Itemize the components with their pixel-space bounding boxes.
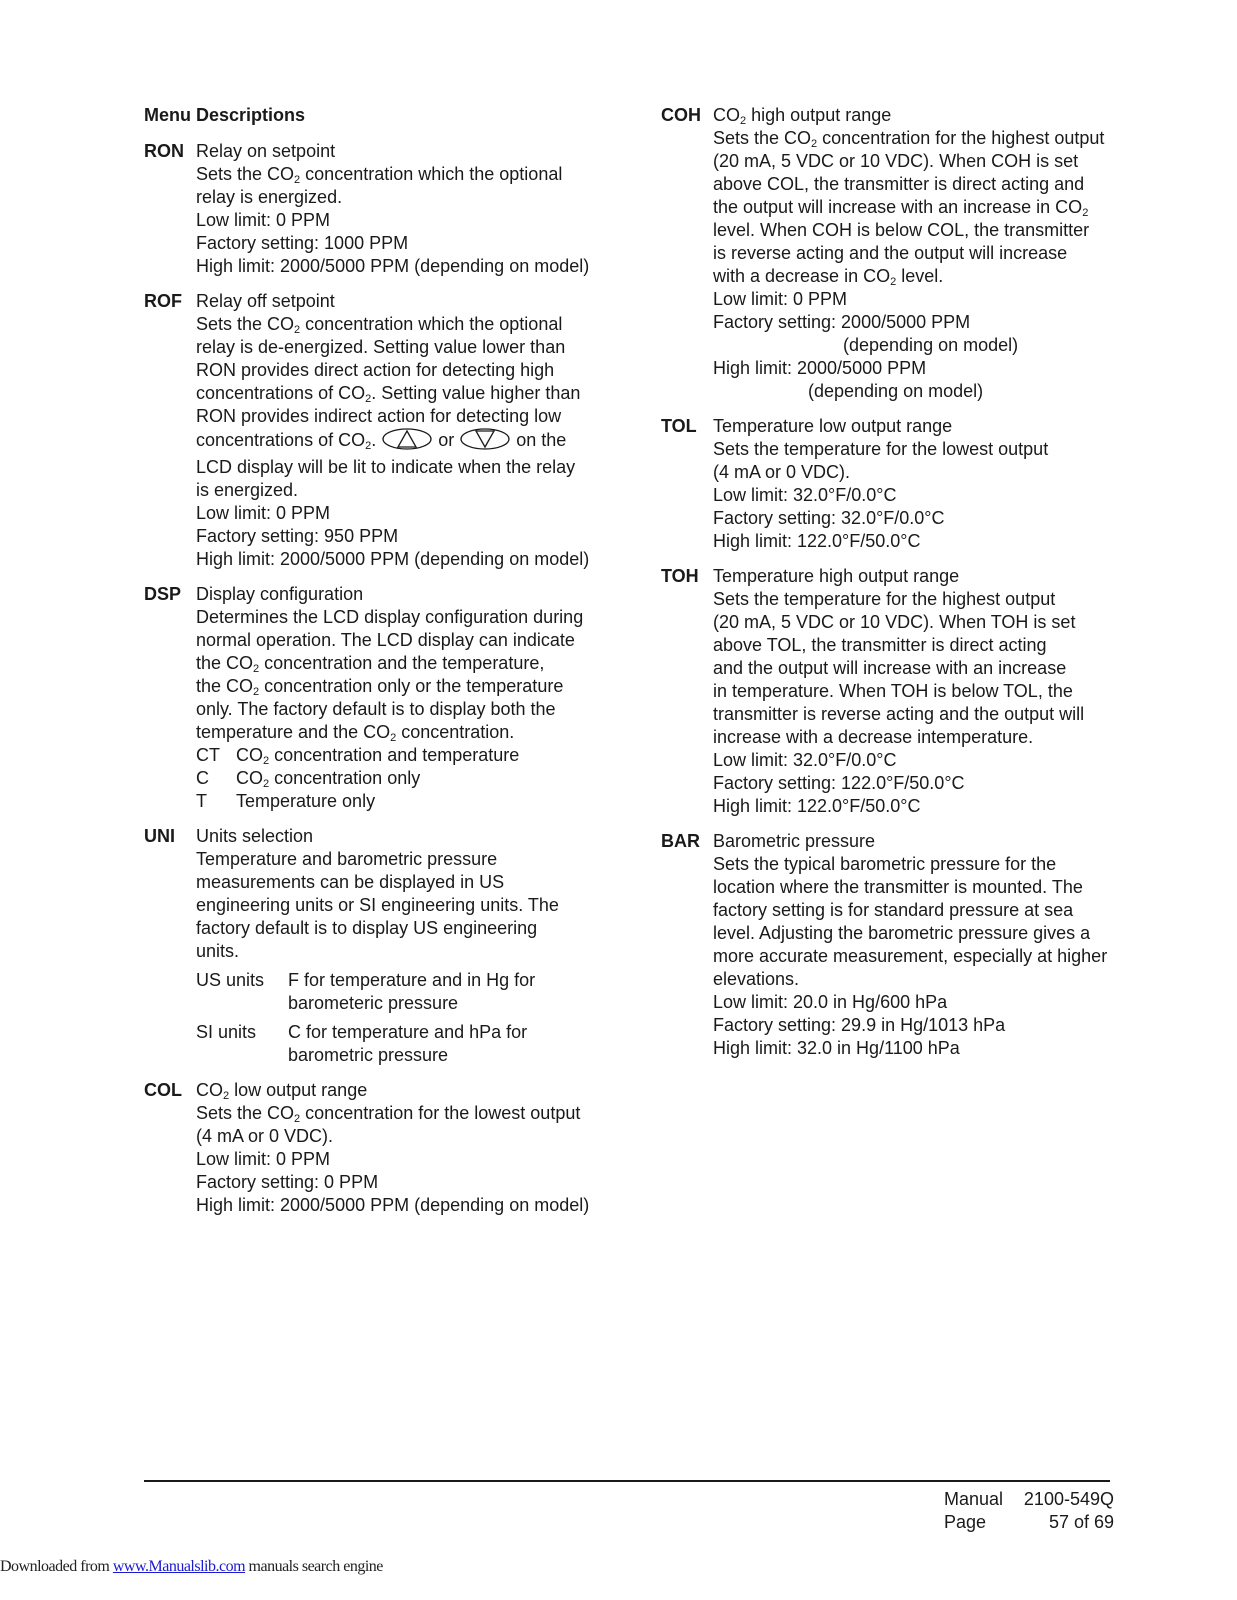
entry-text: is energized.	[196, 480, 299, 500]
unit-us: US units F for temperature and in Hg for barometeric pressure	[196, 970, 536, 1013]
entry-code: RON	[144, 141, 184, 161]
page-label: Page	[944, 1512, 987, 1532]
entry-code: BAR	[661, 831, 700, 851]
entry-code: COH	[661, 105, 701, 125]
entry-text: increase with a decrease intemperature.	[713, 727, 1034, 747]
high-limit: High limit: 32.0 in Hg/1100 hPa	[713, 1038, 960, 1058]
entry-text: concentrations of $CO_2$. or on the	[196, 428, 614, 456]
entry-text: in temperature. When TOH is below TOL, the	[713, 681, 1073, 701]
entry-title: Display configuration	[196, 584, 364, 604]
factory-setting: Factory setting: 122.0°F/50.0°C	[713, 773, 965, 793]
factory-setting: Factory setting: 1000 PPM	[196, 233, 409, 253]
entry-title: Temperature high output range	[713, 566, 960, 586]
low-limit: Low limit: 0 PPM	[196, 1149, 331, 1169]
page-footer	[944, 1488, 1114, 1534]
high-note: (depending on model)	[808, 381, 984, 401]
download-banner	[0, 1558, 383, 1576]
factory-setting: Factory setting: 32.0°F/0.0°C	[713, 508, 945, 528]
entry-text: the $CO_2$ concentration and the temperature,	[196, 653, 545, 675]
entry-title: $CO_2$ high output range	[713, 105, 892, 127]
entry-title: $CO_2$ low output range	[196, 1080, 368, 1102]
entry-text: Sets the $CO_2$ concentration which the optional	[196, 314, 563, 336]
entry-title: Relay off setpoint	[196, 291, 335, 311]
manualslib-link[interactable]: www.Manualslib.com	[112, 1558, 246, 1575]
factory-setting: Factory setting: 950 PPM	[196, 526, 399, 546]
entry-text: Sets the typical barometric pressure for the	[713, 854, 1057, 874]
entry-code: COL	[144, 1080, 182, 1100]
entry-title: Temperature low output range	[713, 416, 953, 436]
entry-text: LCD display will be lit to indicate when the relay	[196, 457, 576, 477]
entry-text: relay is energized.	[196, 187, 343, 207]
high-limit: High limit: 122.0°F/50.0°C	[713, 796, 921, 816]
download-suffix: manuals search engine	[245, 1558, 383, 1575]
unit-si: SI units C for temperature and hPa for barometric pressure	[196, 1022, 528, 1065]
high-limit: High limit: 2000/5000 PPM (depending on model)	[196, 549, 590, 569]
download-prefix: Downloaded from	[0, 1558, 113, 1575]
high-limit: High limit: 2000/5000 PPM (depending on model)	[196, 1195, 590, 1215]
footer-rule	[144, 1480, 1110, 1482]
entry-code: UNI	[144, 826, 175, 846]
option-ct: CT $CO_2$ concentration and temperature	[196, 745, 520, 767]
entry-text: RON provides indirect action for detecting low	[196, 406, 562, 426]
factory-setting: Factory setting: 0 PPM	[196, 1172, 379, 1192]
entry-text: more accurate measurement, especially at higher	[713, 946, 1108, 966]
low-limit: Low limit: 32.0°F/0.0°C	[713, 485, 897, 505]
entry-text: measurements can be displayed in US	[196, 872, 505, 892]
footer-manual-row	[944, 1488, 1114, 1511]
entry-bar	[661, 830, 1141, 1060]
high-limit: High limit: 122.0°F/50.0°C	[713, 531, 921, 551]
factory-setting: Factory setting: 29.9 in Hg/1013 hPa	[713, 1015, 1006, 1035]
entry-text: (20 mA, 5 VDC or 10 VDC). When COH is set	[713, 151, 1079, 171]
entry-text: transmitter is reverse acting and the output will	[713, 704, 1085, 724]
entry-text: concentrations of $CO_2$. Setting value higher than	[196, 383, 581, 405]
entry-ron	[144, 140, 614, 278]
entry-text: factory setting is for standard pressure at sea	[713, 900, 1074, 920]
manual-number: 2100-549Q	[1023, 1489, 1114, 1509]
page-number: 57 of 69	[1048, 1512, 1114, 1532]
entry-uni	[144, 825, 614, 1067]
manual-label: Manual	[944, 1489, 1004, 1509]
entry-title: Barometric pressure	[713, 831, 876, 851]
entry-text: Temperature and barometric pressure	[196, 849, 498, 869]
up-arrow-button-icon	[382, 428, 432, 456]
entry-text: level. Adjusting the barometric pressure gives a	[713, 923, 1091, 943]
high-limit: High limit: 2000/5000 PPM (depending on model)	[196, 256, 590, 276]
entry-text: Sets the temperature for the lowest output	[713, 439, 1049, 459]
entry-text: relay is de-energized. Setting value lower than	[196, 337, 566, 357]
entry-toh	[661, 565, 1141, 818]
entry-code: TOL	[661, 416, 697, 436]
low-limit: Low limit: 0 PPM	[713, 289, 848, 309]
low-limit: Low limit: 20.0 in Hg/600 hPa	[713, 992, 948, 1012]
entry-text: is reverse acting and the output will increase	[713, 243, 1068, 263]
entry-text: engineering units or SI engineering units. The	[196, 895, 559, 915]
entry-code: TOH	[661, 566, 699, 586]
entry-text: above COL, the transmitter is direct acting and	[713, 174, 1085, 194]
entry-text: location where the transmitter is mounted. The	[713, 877, 1083, 897]
entry-text: with a decrease in $CO_2$ level.	[713, 266, 944, 288]
down-arrow-button-icon	[460, 428, 510, 456]
entry-text: normal operation. The LCD display can indicate	[196, 630, 575, 650]
entry-title: Relay on setpoint	[196, 141, 336, 161]
entry-text: temperature and the $CO_2$ concentration.	[196, 722, 515, 744]
right-column	[661, 104, 1141, 1072]
entry-text: the output will increase with an increase in $CO_2$	[713, 197, 1089, 219]
entry-dsp	[144, 583, 614, 813]
footer-page-row	[944, 1511, 1114, 1534]
entry-text: Sets the temperature for the highest output	[713, 589, 1056, 609]
entry-text: level. When COH is below COL, the transmitter	[713, 220, 1090, 240]
entry-text: the $CO_2$ concentration only or the temperature	[196, 676, 564, 698]
entry-text: Sets the $CO_2$ concentration for the lowest output	[196, 1103, 581, 1125]
entry-rof	[144, 290, 614, 571]
entry-text: units.	[196, 941, 240, 961]
entry-text: (4 mA or 0 VDC).	[713, 462, 851, 482]
low-limit: Low limit: 0 PPM	[196, 210, 331, 230]
entry-text: (4 mA or 0 VDC).	[196, 1126, 334, 1146]
entry-text: factory default is to display US engineering	[196, 918, 538, 938]
entry-text: Sets the $CO_2$ concentration which the optional	[196, 164, 563, 186]
entry-code: ROF	[144, 291, 182, 311]
left-column	[144, 104, 614, 1229]
low-limit: Low limit: 32.0°F/0.0°C	[713, 750, 897, 770]
entry-coh	[661, 104, 1141, 403]
factory-note: (depending on model)	[843, 335, 1019, 355]
entry-title: Units selection	[196, 826, 314, 846]
entry-text: Sets the $CO_2$ concentration for the highest output	[713, 128, 1105, 150]
entry-text: Determines the LCD display configuration during	[196, 607, 584, 627]
entry-tol	[661, 415, 1141, 553]
factory-setting: Factory setting: 2000/5000 PPM	[713, 312, 971, 332]
page-heading: Menu Descriptions	[144, 105, 306, 125]
entry-text: (20 mA, 5 VDC or 10 VDC). When TOH is set	[713, 612, 1076, 632]
entry-text: only. The factory default is to display both the	[196, 699, 556, 719]
low-limit: Low limit: 0 PPM	[196, 503, 331, 523]
entry-text: and the output will increase with an increase	[713, 658, 1067, 678]
entry-text: elevations.	[713, 969, 800, 989]
high-limit: High limit: 2000/5000 PPM	[713, 358, 927, 378]
option-t: T Temperature only	[196, 791, 376, 811]
entry-text: RON provides direct action for detecting high	[196, 360, 555, 380]
option-c: C $CO_2$ concentration only	[196, 768, 421, 790]
entry-col	[144, 1079, 614, 1217]
entry-code: DSP	[144, 584, 182, 604]
entry-text: above TOL, the transmitter is direct acting	[713, 635, 1047, 655]
